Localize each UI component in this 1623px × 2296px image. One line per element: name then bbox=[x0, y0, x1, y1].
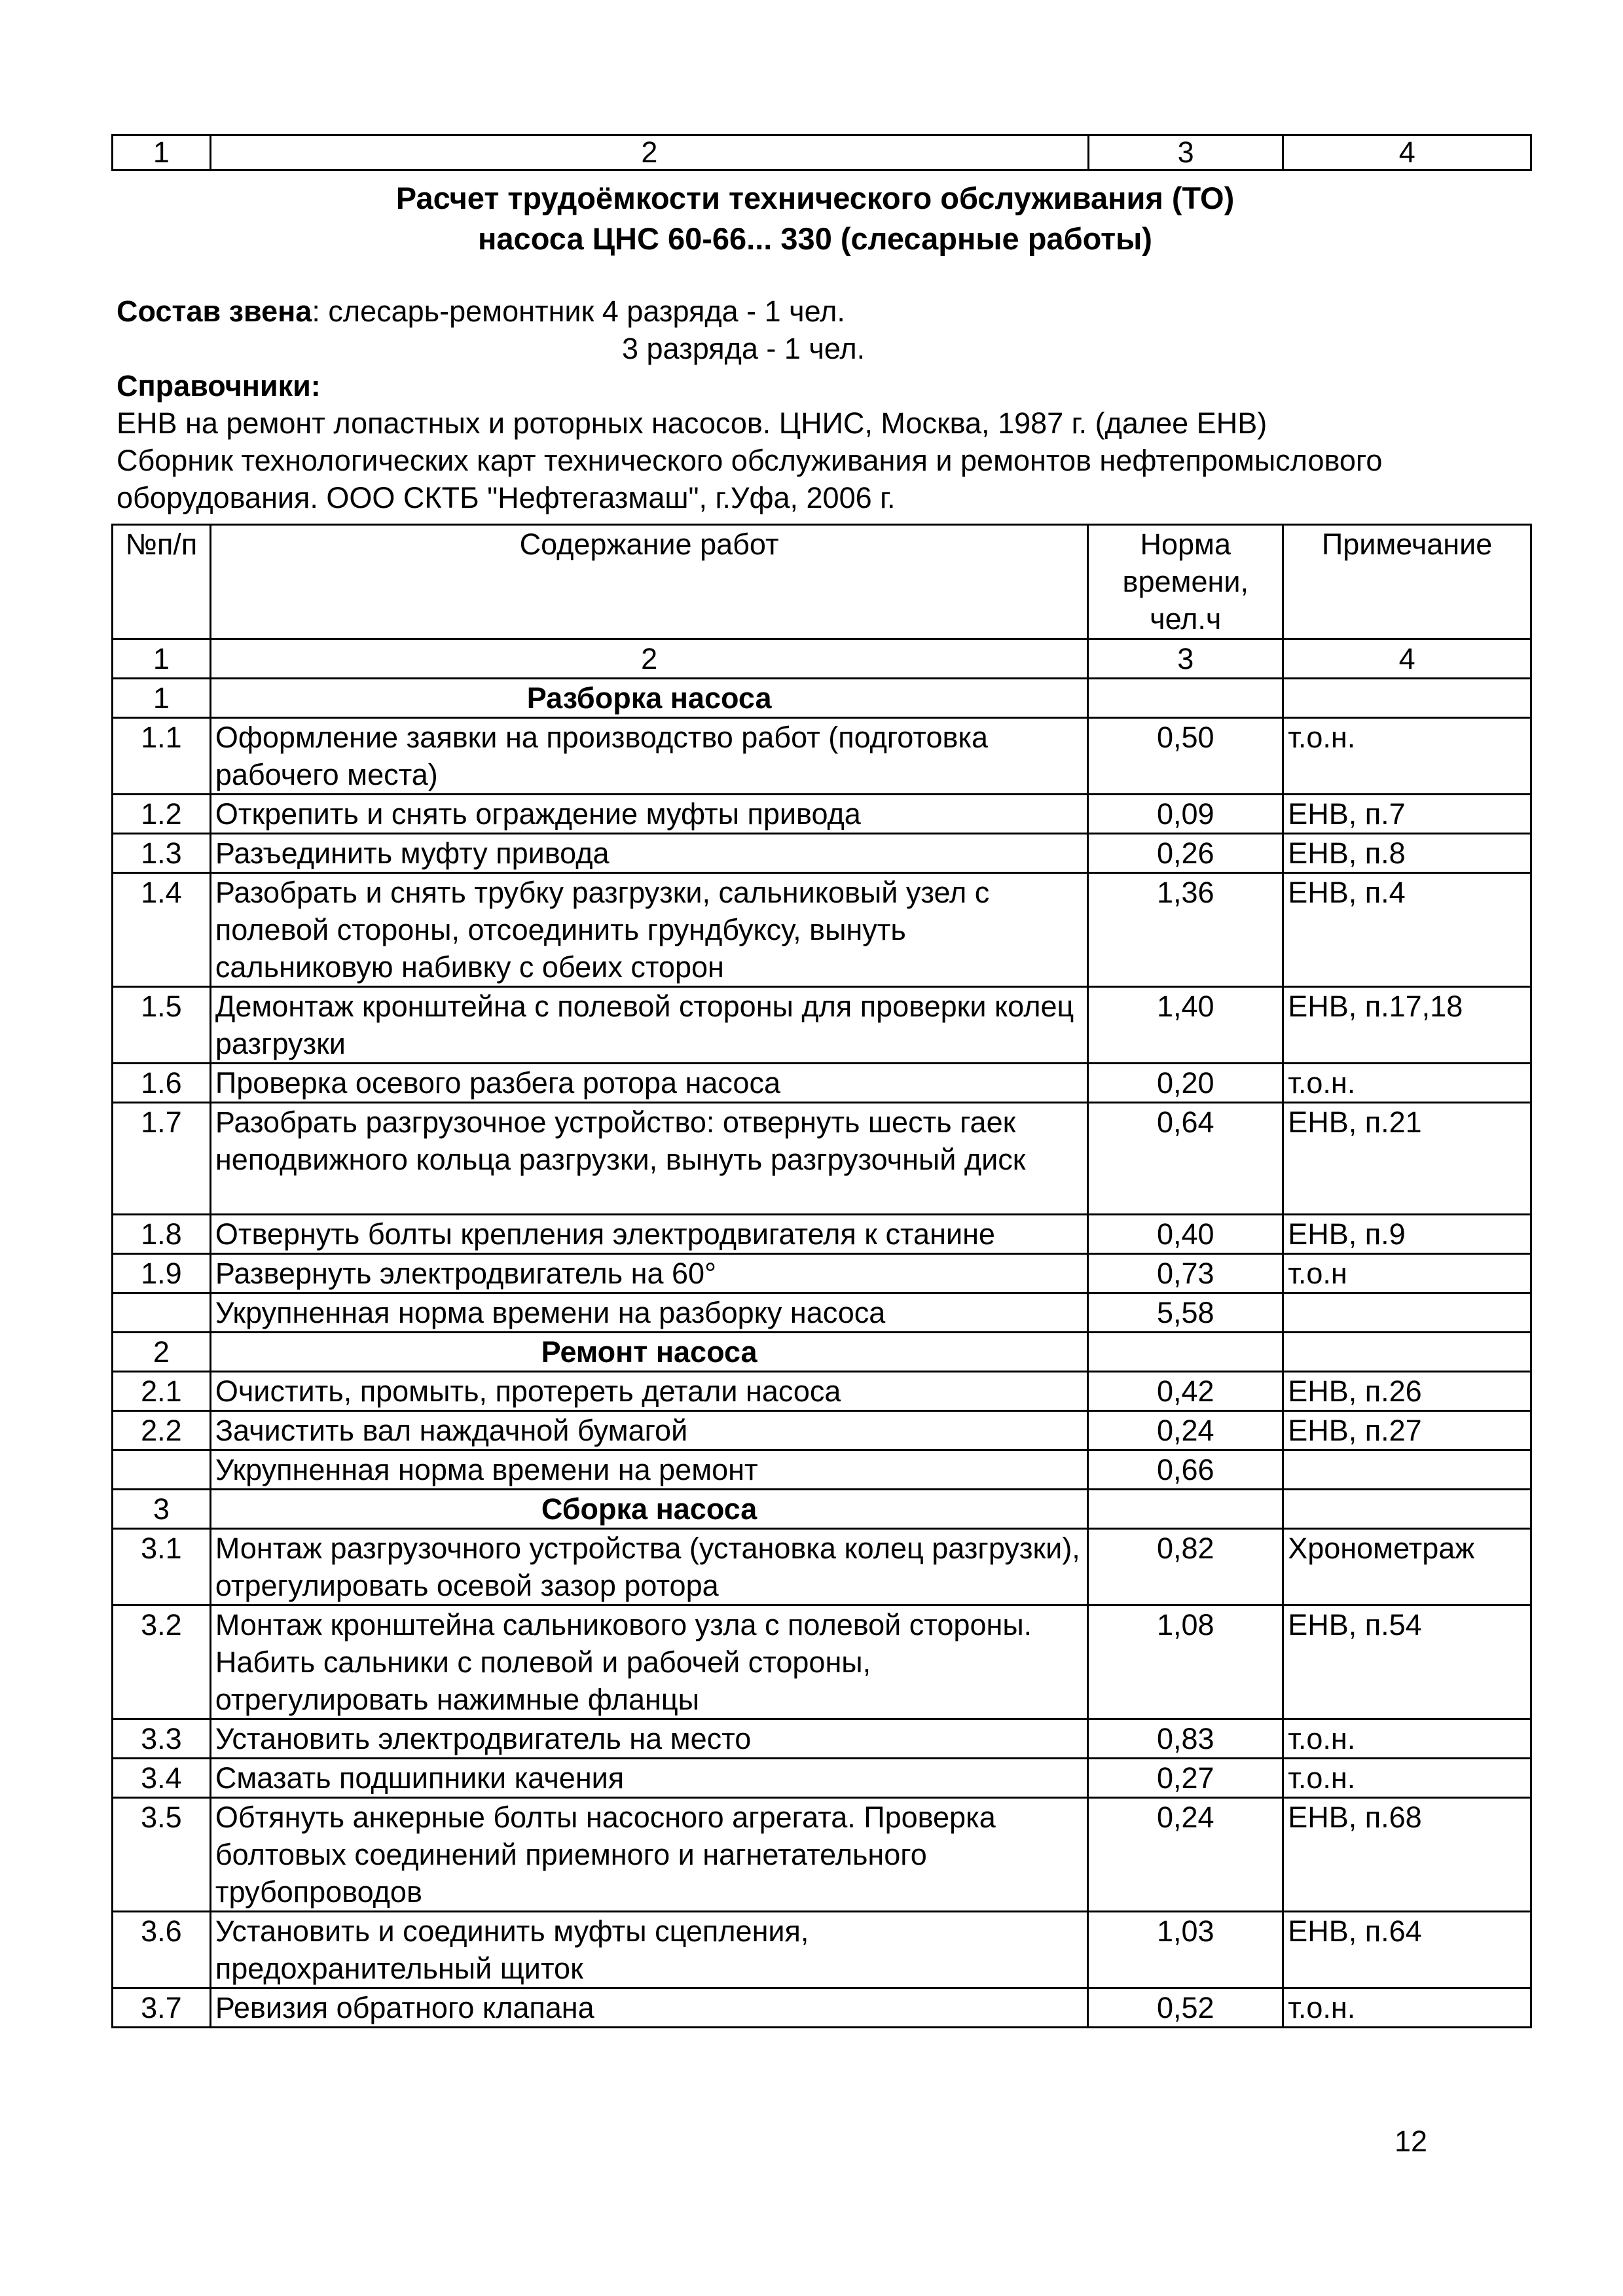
cell-content: Оформление заявки на производство работ (подготовка рабочего места) bbox=[210, 718, 1087, 795]
cell-note bbox=[1283, 1450, 1531, 1490]
cell-note bbox=[1283, 1490, 1531, 1529]
crew-line-2: 3 разряда - 1 чел. bbox=[622, 332, 866, 365]
table-row bbox=[113, 1719, 1531, 1759]
document-title-line-2: насоса ЦНС 60-66... 330 (слесарные работы) bbox=[478, 221, 1152, 256]
cell-norm: 0,66 bbox=[1088, 1450, 1283, 1490]
cell-num: 1.5 bbox=[113, 987, 211, 1064]
cell-norm: 0,64 bbox=[1088, 1103, 1283, 1215]
cell-norm: 0,83 bbox=[1088, 1719, 1283, 1759]
cell-note: ЕНВ, п.9 bbox=[1283, 1215, 1531, 1254]
cell-content: Укрупненная норма времени на ремонт bbox=[210, 1450, 1087, 1490]
cell-num bbox=[113, 1450, 211, 1490]
reference-line-3: оборудования. ООО СКТБ "Нефтегазмаш", г.Уфа, 2006 г. bbox=[117, 481, 896, 514]
cell-note: Хронометраж bbox=[1283, 1529, 1531, 1605]
cell-num: 3.4 bbox=[113, 1759, 211, 1798]
cell-content: Ревизия обратного клапана bbox=[210, 1988, 1087, 2028]
cell-num: 3.7 bbox=[113, 1988, 211, 2028]
table-header-row bbox=[113, 525, 1531, 639]
table-row bbox=[113, 987, 1531, 1064]
cell-norm: 0,20 bbox=[1088, 1064, 1283, 1103]
cell-content: Разобрать разгрузочное устройство: отвернуть шесть гаек неподвижного кольца разгрузки, вынуть разгрузочный диск bbox=[210, 1103, 1087, 1215]
total-row bbox=[113, 1450, 1531, 1490]
cell-note: т.о.н. bbox=[1283, 1759, 1531, 1798]
cell-norm bbox=[1088, 1490, 1283, 1529]
table-row bbox=[113, 873, 1531, 987]
header-num: №п/п bbox=[113, 525, 211, 639]
crew-label: Состав звена bbox=[117, 295, 312, 328]
table-row bbox=[113, 795, 1531, 834]
column-number-1: 1 bbox=[113, 135, 211, 170]
cell-num: 1 bbox=[113, 639, 211, 679]
cell-content: Монтаж кронштейна сальникового узла с полевой стороны. Набить сальники с полевой и рабочей стороны, отрегулировать нажимные фланцы bbox=[210, 1605, 1087, 1719]
table-body bbox=[113, 639, 1531, 2028]
table-row bbox=[113, 1988, 1531, 2028]
cell-num: 1.8 bbox=[113, 1215, 211, 1254]
cell-content: Проверка осевого разбега ротора насоса bbox=[210, 1064, 1087, 1103]
cell-norm: 0,09 bbox=[1088, 795, 1283, 834]
cell-num: 3.1 bbox=[113, 1529, 211, 1605]
cell-norm: 0,24 bbox=[1088, 1798, 1283, 1912]
cell-num: 2 bbox=[113, 1333, 211, 1372]
cell-note: ЕНВ, п.64 bbox=[1283, 1912, 1531, 1988]
cell-note: ЕНВ, п.8 bbox=[1283, 834, 1531, 873]
crew-composition bbox=[117, 293, 845, 330]
cell-note: ЕНВ, п.4 bbox=[1283, 873, 1531, 987]
cell-content: Демонтаж кронштейна с полевой стороны для проверки колец разгрузки bbox=[210, 987, 1087, 1064]
section-row bbox=[113, 1490, 1531, 1529]
cell-num: 3.5 bbox=[113, 1798, 211, 1912]
cell-norm: 3 bbox=[1088, 639, 1283, 679]
cell-content: Разборка насоса bbox=[210, 679, 1087, 718]
cell-norm: 0,40 bbox=[1088, 1215, 1283, 1254]
crew-line-1: : слесарь-ремонтник 4 разряда - 1 чел. bbox=[312, 295, 845, 328]
cell-num: 1.3 bbox=[113, 834, 211, 873]
column-number-row bbox=[113, 639, 1531, 679]
cell-num bbox=[113, 1293, 211, 1333]
table-row bbox=[113, 834, 1531, 873]
cell-num: 3.6 bbox=[113, 1912, 211, 1988]
document-title-line-1: Расчет трудоёмкости технического обслуживания (ТО) bbox=[395, 181, 1235, 215]
cell-content: 2 bbox=[210, 639, 1087, 679]
section-row bbox=[113, 1333, 1531, 1372]
cell-note bbox=[1283, 679, 1531, 718]
cell-note bbox=[1283, 1333, 1531, 1372]
cell-norm: 1,36 bbox=[1088, 873, 1283, 987]
table-row bbox=[113, 1912, 1531, 1988]
cell-content: Установить и соединить муфты сцепления, предохранительный щиток bbox=[210, 1912, 1087, 1988]
cell-content: Обтянуть анкерные болты насосного агрегата. Проверка болтовых соединений приемного и нагнетательного трубопроводов bbox=[210, 1798, 1087, 1912]
cell-content: Смазать подшипники качения bbox=[210, 1759, 1087, 1798]
cell-content: Укрупненная норма времени на разборку насоса bbox=[210, 1293, 1087, 1333]
section-row bbox=[113, 679, 1531, 718]
cell-content: Отвернуть болты крепления электродвигателя к станине bbox=[210, 1215, 1087, 1254]
table-row bbox=[113, 718, 1531, 795]
cell-num: 1.9 bbox=[113, 1254, 211, 1293]
cell-norm: 0,24 bbox=[1088, 1411, 1283, 1450]
table-row bbox=[113, 1759, 1531, 1798]
cell-note: т.о.н. bbox=[1283, 1988, 1531, 2028]
cell-content: Развернуть электродвигатель на 60° bbox=[210, 1254, 1087, 1293]
work-table bbox=[111, 524, 1532, 2028]
header-note: Примечание bbox=[1283, 525, 1531, 639]
total-row bbox=[113, 1293, 1531, 1333]
table-row bbox=[113, 1605, 1531, 1719]
cell-num: 2.2 bbox=[113, 1411, 211, 1450]
table-row bbox=[113, 1529, 1531, 1605]
cell-content: Ремонт насоса bbox=[210, 1333, 1087, 1372]
reference-line-1: ЕНВ на ремонт лопастных и роторных насосов. ЦНИС, Москва, 1987 г. (далее ЕНВ) bbox=[117, 406, 1267, 440]
column-number-4: 4 bbox=[1283, 135, 1531, 170]
column-number-header bbox=[111, 134, 1532, 171]
table-row bbox=[113, 1103, 1531, 1215]
references-label: Справочники: bbox=[117, 369, 321, 403]
cell-norm: 0,52 bbox=[1088, 1988, 1283, 2028]
cell-norm: 0,50 bbox=[1088, 718, 1283, 795]
cell-note: ЕНВ, п.27 bbox=[1283, 1411, 1531, 1450]
cell-note: т.о.н. bbox=[1283, 718, 1531, 795]
cell-content: Разобрать и снять трубку разгрузки, сальниковый узел с полевой стороны, отсоединить грундбуксу, вынуть сальниковую набивку с обеих сторон bbox=[210, 873, 1087, 987]
cell-num: 3.3 bbox=[113, 1719, 211, 1759]
cell-norm: 1,40 bbox=[1088, 987, 1283, 1064]
table-row bbox=[113, 1798, 1531, 1912]
cell-num: 1.1 bbox=[113, 718, 211, 795]
cell-num: 1.2 bbox=[113, 795, 211, 834]
cell-note: ЕНВ, п.54 bbox=[1283, 1605, 1531, 1719]
cell-norm bbox=[1088, 1333, 1283, 1372]
cell-note: ЕНВ, п.17,18 bbox=[1283, 987, 1531, 1064]
cell-num: 3.2 bbox=[113, 1605, 211, 1719]
cell-norm: 5,58 bbox=[1088, 1293, 1283, 1333]
cell-note: ЕНВ, п.26 bbox=[1283, 1372, 1531, 1411]
cell-content: Очистить, промыть, протереть детали насоса bbox=[210, 1372, 1087, 1411]
header-content: Содержание работ bbox=[210, 525, 1087, 639]
page-number: 12 bbox=[1395, 2125, 1428, 2158]
cell-norm: 0,26 bbox=[1088, 834, 1283, 873]
cell-norm bbox=[1088, 679, 1283, 718]
cell-norm: 0,82 bbox=[1088, 1529, 1283, 1605]
cell-note: т.о.н bbox=[1283, 1254, 1531, 1293]
cell-content: Установить электродвигатель на место bbox=[210, 1719, 1087, 1759]
cell-content: Открепить и снять ограждение муфты привода bbox=[210, 795, 1087, 834]
cell-note: ЕНВ, п.7 bbox=[1283, 795, 1531, 834]
cell-num: 1 bbox=[113, 679, 211, 718]
cell-num: 1.6 bbox=[113, 1064, 211, 1103]
cell-note: ЕНВ, п.21 bbox=[1283, 1103, 1531, 1215]
cell-content: Сборка насоса bbox=[210, 1490, 1087, 1529]
cell-norm: 0,73 bbox=[1088, 1254, 1283, 1293]
table-row bbox=[113, 1254, 1531, 1293]
table-row bbox=[113, 1064, 1531, 1103]
cell-note: т.о.н. bbox=[1283, 1064, 1531, 1103]
header-norm: Норма времени, чел.ч bbox=[1088, 525, 1283, 639]
table-row bbox=[113, 1411, 1531, 1450]
table-row bbox=[113, 1372, 1531, 1411]
column-number-3: 3 bbox=[1088, 135, 1283, 170]
cell-num: 1.4 bbox=[113, 873, 211, 987]
cell-norm: 0,27 bbox=[1088, 1759, 1283, 1798]
cell-num: 3 bbox=[113, 1490, 211, 1529]
cell-note: т.о.н. bbox=[1283, 1719, 1531, 1759]
cell-num: 1.7 bbox=[113, 1103, 211, 1215]
cell-norm: 1,08 bbox=[1088, 1605, 1283, 1719]
cell-content: Монтаж разгрузочного устройства (установка колец разгрузки), отрегулировать осевой зазор ротора bbox=[210, 1529, 1087, 1605]
reference-line-2: Сборник технологических карт технического обслуживания и ремонтов нефтепромыслового bbox=[117, 444, 1383, 477]
cell-note: 4 bbox=[1283, 639, 1531, 679]
cell-content: Зачистить вал наждачной бумагой bbox=[210, 1411, 1087, 1450]
cell-note: ЕНВ, п.68 bbox=[1283, 1798, 1531, 1912]
column-number-2: 2 bbox=[210, 135, 1088, 170]
cell-note bbox=[1283, 1293, 1531, 1333]
cell-content: Разъединить муфту привода bbox=[210, 834, 1087, 873]
cell-norm: 1,03 bbox=[1088, 1912, 1283, 1988]
table-row bbox=[113, 1215, 1531, 1254]
cell-norm: 0,42 bbox=[1088, 1372, 1283, 1411]
cell-num: 2.1 bbox=[113, 1372, 211, 1411]
